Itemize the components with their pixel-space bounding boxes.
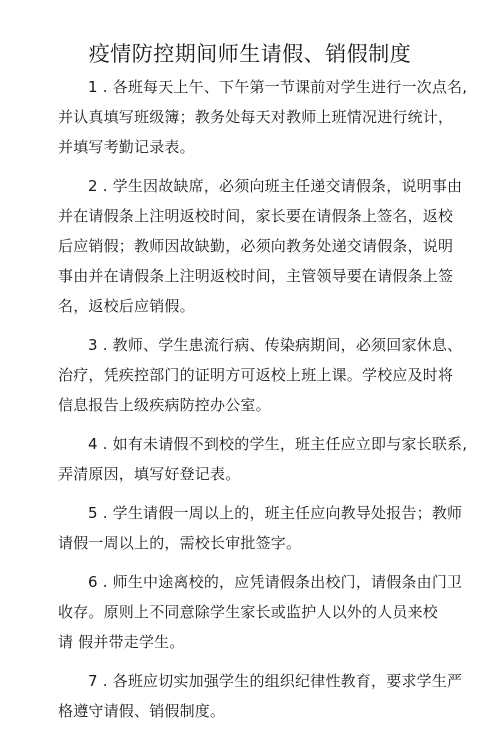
paragraph-line: 收存。原则上不同意除学生家长或监护人以外的人员来校	[58, 603, 439, 621]
paragraph-line: 请 假并带走学生。	[58, 633, 185, 651]
paragraph-3	[58, 330, 463, 420]
paragraph-line: 6 . 师生中途离校的，应凭请假条出校门，请假条由门卫	[88, 573, 463, 591]
paragraph-line: 事由并在请假条上注明返校时间，主管领导要在请假条上签	[58, 267, 454, 285]
paragraph-line: 请假一周以上的，需校长审批签字。	[58, 534, 302, 552]
paragraph-5	[58, 498, 463, 558]
paragraph-line: 治疗，凭疾控部门的证明方可返校上班上课。学校应及时将	[58, 366, 454, 384]
paragraph-line: 2 . 学生因故缺席，必须向班主任递交请假条，说明事由	[88, 177, 463, 195]
paragraph-line: 信息报告上级疾病防控办公室。	[58, 396, 271, 414]
paragraph-line: 并在请假条上注明返校时间，家长要在请假条上签名，返校	[58, 207, 454, 225]
paragraph-line: 1 . 各班每天上午、下午第一节课前对学生进行一次点名,	[88, 78, 468, 96]
paragraph-1	[58, 72, 468, 162]
paragraph-line: 5 . 学生请假一周以上的，班主任应向教导处报告；教师	[88, 504, 463, 522]
paragraph-line: 并认真填写班级簿；教务处每天对教师上班情况进行统计，	[58, 108, 454, 126]
paragraph-4	[58, 429, 468, 489]
paragraph-line: 后应销假；教师因故缺勤，必须向教务处递交请假条，说明	[58, 237, 454, 255]
paragraph-line: 名，返校后应销假。	[58, 297, 195, 315]
paragraph-line: 7 . 各班应切实加强学生的组织纪律性教育，要求学生严	[88, 672, 463, 690]
paragraph-6	[58, 567, 463, 657]
document-body	[58, 72, 468, 735]
paragraph-2	[58, 171, 463, 321]
document-title: 疫情防控期间师生请假、销假制度	[88, 42, 412, 66]
paragraph-line: 弄清原因，填写好登记表。	[58, 465, 241, 483]
paragraph-line: 并填写考勤记录表。	[58, 138, 195, 156]
paragraph-line: 格遵守请假、销假制度。	[58, 702, 226, 720]
paragraph-line: 3 . 教师、学生患流行病、传染病期间，必须回家休息、	[88, 336, 463, 354]
paragraph-line: 4 . 如有未请假不到校的学生，班主任应立即与家长联系,	[88, 435, 468, 453]
paragraph-7	[58, 666, 463, 726]
